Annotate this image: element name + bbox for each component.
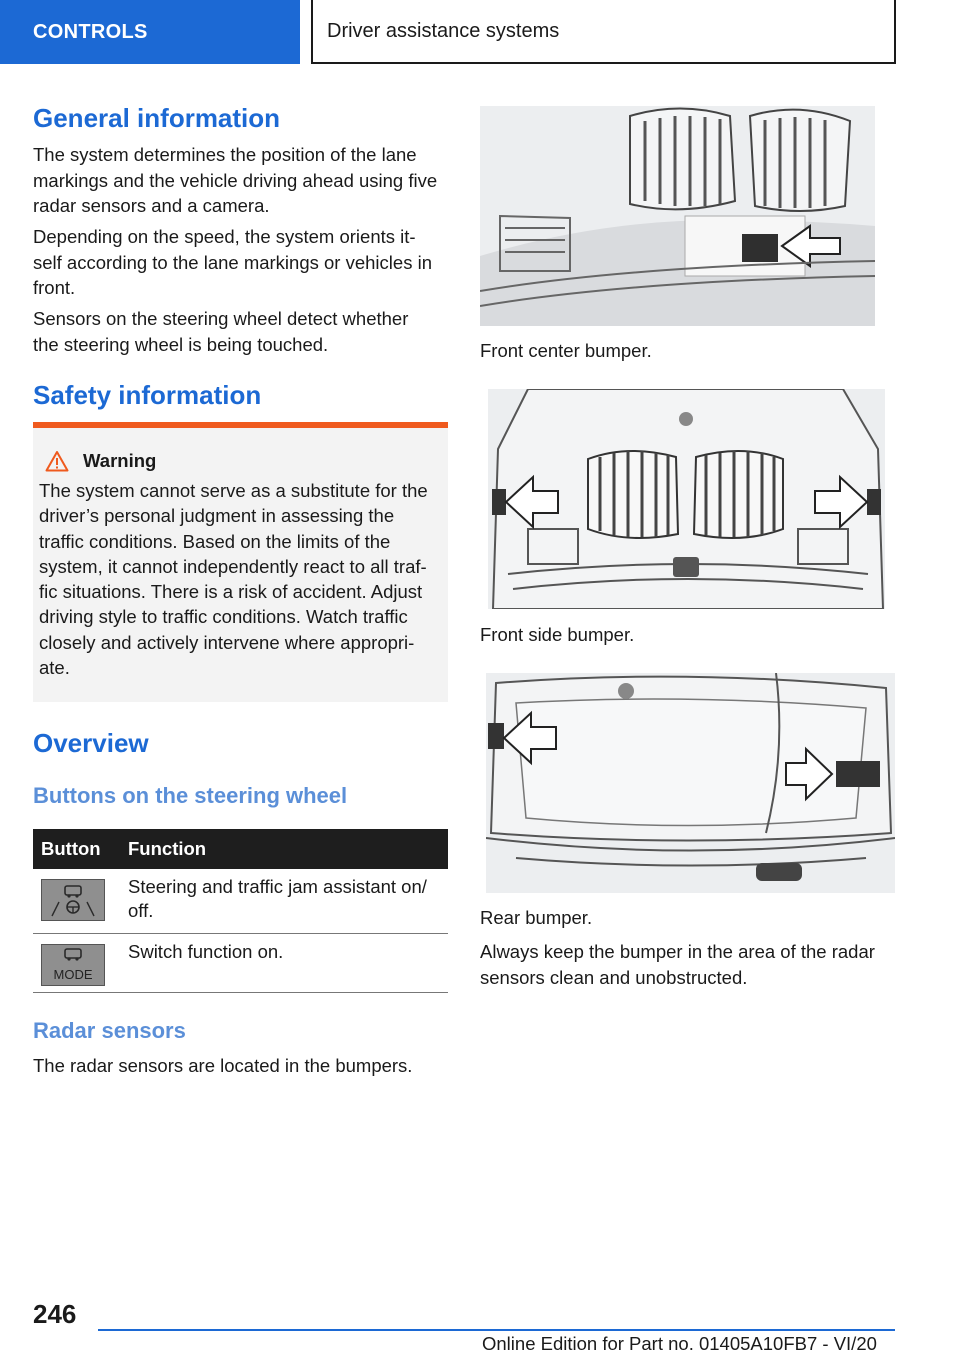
buttons-table — [33, 829, 448, 993]
mode-button-icon — [41, 944, 105, 986]
table-header-function: Function — [120, 829, 448, 869]
rear-bumper-figure — [486, 673, 895, 893]
front-side-caption: Front side bumper. — [480, 624, 635, 645]
warning-title-text: Warning — [83, 450, 157, 471]
steering-assist-button-icon — [41, 879, 105, 921]
page-number: 246 — [33, 1299, 77, 1329]
rear-caption: Rear bumper. — [480, 907, 593, 928]
table-cell-function: Steering and traffic jam assistant on/ off. — [120, 869, 448, 934]
table-row — [33, 869, 448, 934]
svg-text:MODE: MODE — [53, 967, 93, 982]
section-tab — [0, 0, 300, 64]
table-header-row — [33, 829, 448, 869]
table-cell-function: Switch function on. — [120, 934, 448, 993]
safety-info-heading: Safety information — [33, 380, 262, 410]
table-header-button: Button — [33, 829, 120, 869]
front-side-bumper-figure — [488, 389, 885, 609]
overview-heading: Overview — [33, 728, 149, 758]
general-paragraph-3: Sensors on the steering wheel detect whether the steering wheel is being touched. — [33, 308, 409, 355]
general-paragraph-1: The system determines the position of the lane markings and the vehicle driving ahead using five radar sensors and a camera. — [33, 144, 438, 216]
table-cell-icon — [33, 869, 120, 934]
radar-sensors-heading: Radar sensors — [33, 1018, 186, 1043]
chapter-label: Driver assistance systems — [327, 19, 560, 42]
buttons-subheading: Buttons on the steering wheel — [33, 783, 348, 808]
table-row — [33, 934, 448, 993]
table-cell-icon — [33, 934, 120, 993]
warning-box — [33, 428, 448, 702]
front-center-caption: Front center bumper. — [480, 340, 652, 361]
warning-title — [45, 448, 442, 474]
edition-note: Online Edition for Part no. 01405A10FB7 - VI/20 — [482, 1333, 877, 1354]
footer-divider — [98, 1329, 895, 1331]
keep-clean-text: Always keep the bumper in the area of the radar sensors clean and unobstructed. — [480, 941, 875, 988]
chapter-tab — [311, 0, 896, 64]
general-info-heading: General information — [33, 103, 281, 133]
section-label: CONTROLS — [33, 20, 148, 43]
warning-text: The system cannot serve as a substitute for the driver’s personal judgment in assessing the traffic conditions. Based on the limits of the system, it cannot independently react to all traf- fic situations. There is a risk of accident. Adjust driving style to traffic conditions. Watch traffic closely and actively intervene where appropri- ate. — [39, 480, 428, 679]
front-center-bumper-figure — [480, 106, 875, 326]
radar-sensors-text: The radar sensors are located in the bumpers. — [33, 1055, 413, 1076]
warning-triangle-icon — [45, 450, 69, 472]
general-paragraph-2: Depending on the speed, the system orients it- self according to the lane markings or vehicles in front. — [33, 226, 432, 298]
